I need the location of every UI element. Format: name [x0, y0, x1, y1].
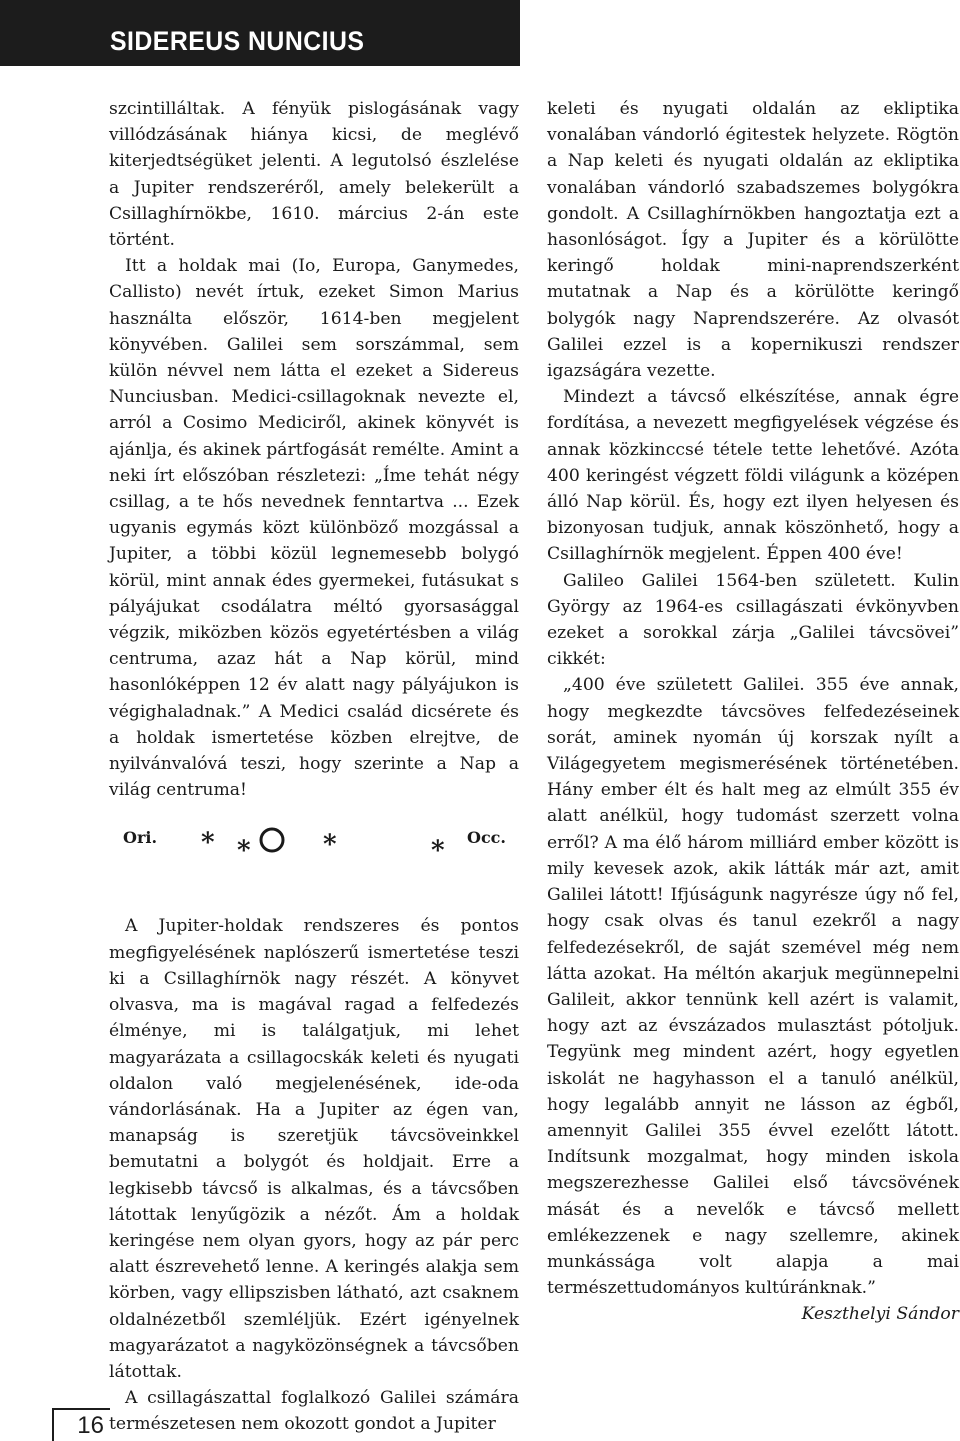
right-column: [547, 96, 959, 1328]
paragraph: Mindezt a távcső elkészítése, annak égre fordítása, a nevezett megfigyelések végzése és annak közkinccsé tétele tette lehetővé. Azóta 400 keringést végzett földi világunk a középen álló Nap körül. És, hogy ezt ilyen helyesen és bizonyosan tudjuk, annak köszönhető, hogy a Csillaghírnök megjelent. Éppen 400 éve!: [547, 387, 959, 565]
left-column: [109, 96, 519, 1438]
paragraph: A Jupiter-holdak rendszeres és pontos megfigyelésének naplószerű ismertetése teszi ki a Csillaghírnök nagy részét. A könyvet olvasva, ma is magával ragad a felfedezés élménye, mi is találgatjuk, mi lehet magyarázata a csillagocskák keleti és nyugati oldalon való megjelenésének, ide-oda vándorlásának. Ha a Jupiter az égen van, manapság is szeretjük távcsöveinkkel bemutatni a bolygót és holdjait. Erre a legkisebb távcső is alkalmas, és a távcsőben látottak lenyűgözik a nézőt. Ám a holdak keringése nem olyan gyors, hogy az pár perc alatt észrevehető lenne. A keringés alakja sem körben, vagy ellipszisben látható, azt csaknem oldalnézetből szemléljük. Ezért igényelnek magyarázatot a nagyközönségnek a távcsőben látottak.: [109, 916, 519, 1382]
paragraph: szcintilláltak. A fényük pislogásának vagy villódzásának hiánya kicsi, de meglévő kiterjedtségüket jelenti. A legutolsó észlelése a Jupiter rendszeréről, amely belekerült a Csillaghírnökbe, 1610. március 2-án este történt.: [109, 99, 519, 251]
header-bar: [0, 0, 520, 66]
paragraph: A csillagászattal foglalkozó Galilei számára természetesen nem okozott gondot a Jupiter: [109, 1388, 519, 1435]
moon-star: *: [237, 836, 251, 867]
paragraph: Itt a holdak mai (Io, Europa, Ganymedes, Callisto) nevét írtuk, ezeket Simon Marius használta először, 1614-ben megjelent könyvében. Galilei sem sorszámmal, sem külön névvel nem látta el ezeket a Sidereus Nunciusban. Medici-csillagoknak nevezte el, arról a Cosimo Mediciről, akinek könyvét is ajánlja, és akinek pártfogását remélte. Amint a neki írt előszóban részletezi: „Íme tehát négy csillag, a te hős nevednek fenntartva ... Ezek ugyanis egymás közt különböző mozgással a Jupiter, a többi közül legnemesebb bolygó körül, mint annak édes gyermekei, futásukat s pályájukat csodálatra méltó gyorsasággal végzik, miközben közös egyetértésben a világ centruma, azaz hát a Nap körül, mind hasonlóképpen 12 év alatt nagy pályájukon is végighaladnak.” A Medici család dicsérete és a holdak ismertetése közben elrejtve, de nyilvánvalóvá teszi, hogy szerinte a Nap a világ centruma!: [109, 256, 519, 801]
moon-star: *: [323, 830, 337, 861]
page-number-box: [52, 1408, 110, 1441]
page-number: 16: [77, 1412, 104, 1439]
jupiter-moons-figure: [109, 803, 519, 913]
paragraph: keleti és nyugati oldalán az ekliptika vonalában vándorló égitestek helyzete. Rögtön a Nap keleti és nyugati oldalán az ekliptika vonalában vándorló szabadszemes bolygókra gondolt. A Csillaghírnökben hangoztatja ezt a hasonlóságot. Így a Jupiter és a körülötte keringő holdak mini-naprendszerként mutatnak a Nap és a körülötte keringő bolygók nagy Naprendszerére. Az olvasót Galilei ezzel is a kopernikuszi rendszer igazságára vezette.: [547, 99, 959, 382]
paragraph: Galileo Galilei 1564-ben született. Kulin György az 1964-es csillagászati évkönyvben ezeket a sorokkal zárja „Galilei távcsövei” cikkét:: [547, 570, 959, 670]
author-signature: Keszthelyi Sándor: [801, 1304, 959, 1325]
figure-drawing: [109, 803, 519, 913]
jupiter-circle: [261, 829, 283, 851]
page-title: SIDEREUS NUNCIUS: [110, 26, 365, 56]
figure-label-west: Occ.: [467, 828, 506, 848]
moon-star: *: [201, 828, 215, 859]
quote-paragraph: „400 éve született Galilei. 355 éve annak, hogy megkezdte távcsöves felfedezéseinek sorát, aminek nyomán új korszak nyílt a Világegyetem megismerésének történetében. Hány ember élt és halt meg az elmúlt 355 év alatt anélkül, hogy tudomást szerzett volna erről? A ma élő három milliárd ember között is mily kevesek azok, akik látták már azt, amit Galilei látott! Ifjúságunk nagyrésze úgy nő fel, hogy csak olvas és tanul ezekről a nagy felfedezésekről, de saját szemével még nem látta azokat. Ha méltón akarjuk megünnepelni Galileit, akkor tennünk kell azért is valamit, hogy azt az évszázados mulasztást pótoljuk. Tegyünk meg mindent azért, hogy egyetlen iskolát ne hagyhasson el a tanuló anélkül, hogy legalább annyit ne lásson az égből, amennyit Galilei 355 évvel ezelőtt látott. Indítsunk mozgalmat, hogy minden iskola megszerezhesse Galilei első távcsövének mását és a nevelők e távcső mellett emlékezzenek e nagy szellemre, akinek munkássága volt alapja a mai természettudományos kultúránknak.”: [547, 675, 959, 1299]
figure-label-east: Ori.: [123, 828, 158, 848]
moon-star: *: [431, 836, 445, 867]
